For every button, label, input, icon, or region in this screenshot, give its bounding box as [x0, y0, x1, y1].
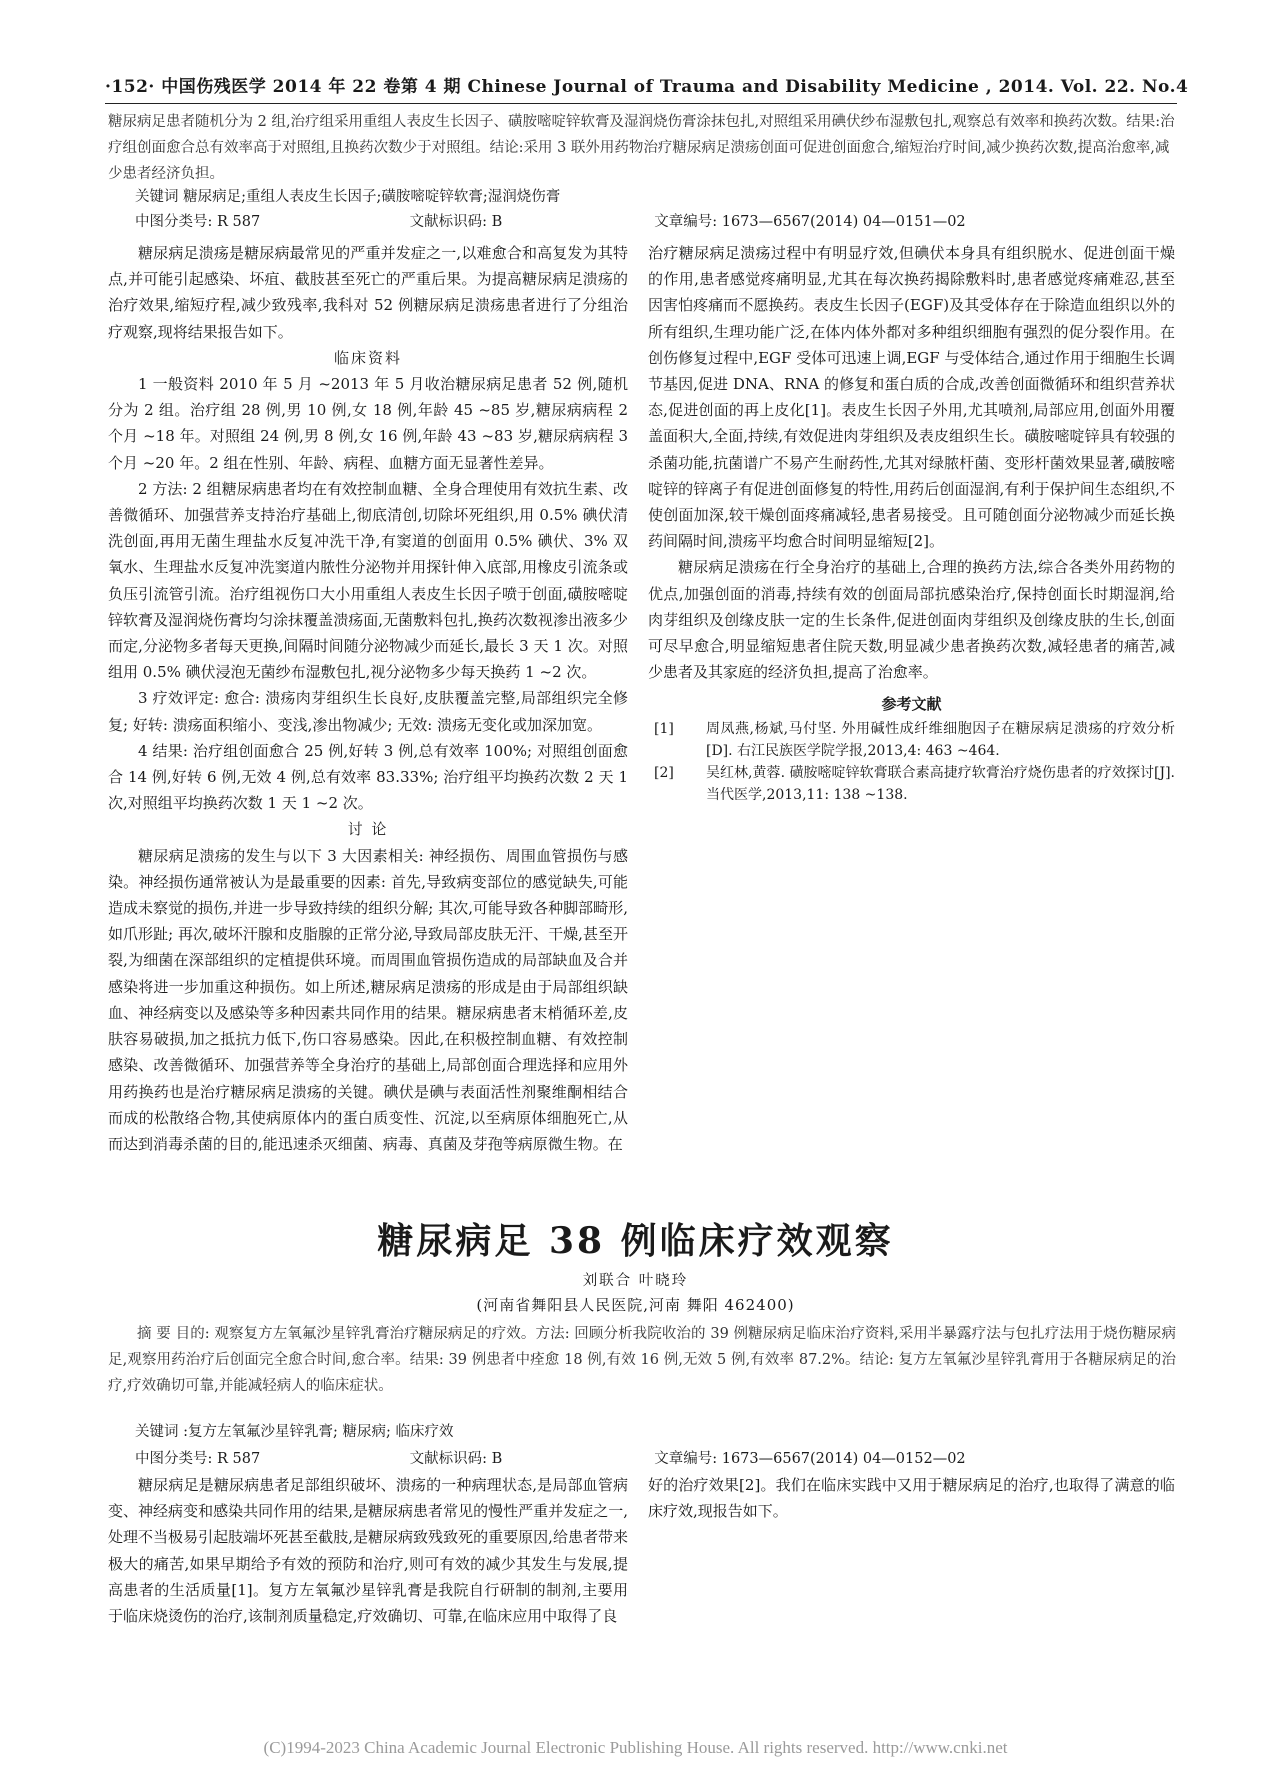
article2-title: 糖尿病足 38 例临床疗效观察: [377, 1220, 894, 1262]
intro-paragraph: 糖尿病足溃疡是糖尿病最常见的严重并发症之一,以难愈合和高复发为其特点,并可能引起感染、坏疽、截肢甚至死亡的严重后果。为提高糖尿病足溃疡的治疗效果,缩短疗程,减少致残率,我科对 52 例糖尿病足溃疡患者进行了分组治疗观察,现将结果报告如下。: [108, 244, 628, 341]
discussion-paragraph-1: 糖尿病足溃疡的发生与以下 3 大因素相关: 神经损伤、周围血管损伤与感染。神经损伤通常被认为是最重要的因素: 首先,导致病变部位的感觉缺失,可能造成未察觉的损伤,并进一步导致持续的组织分解; 其次,可能导致各种脚部畸形,如爪形趾; 再次,破坏汗腺和皮脂腺的正常分泌,导致局部皮肤无汗、干燥,甚至开裂,为细菌在深部组织的定植提供环境。而周围血管损伤造成的局部缺血及合并感染将进一步加重这种损伤。如上所述,糖尿病足溃疡的形成是由于局部组织缺血、神经病变以及感染等多种因素共同作用的结果。糖尿病患者末梢循环差,皮肤容易破损,加之抵抗力低下,伤口容易感染。因此,在积极控制血糖、有效控制感染、改善微循环、加强营养等全身治疗的基础上,局部创面合理选择和应用外用药换药也是治疗糖尿病足溃疡的关键。碘伏是碘与表面活性剂聚维酮相结合而成的松散络合物,其使病原体内的蛋白质变性、沉淀,以至病原体细胞死亡,从而达到消毒杀菌的目的,能迅速杀灭细菌、病毒、真菌及芽孢等病原微生物。在: [108, 846, 628, 1153]
article2-keywords: 关键词 :复方左氧氟沙星锌乳膏; 糖尿病; 临床疗效: [135, 1424, 454, 1440]
discussion-paragraph-2: 糖尿病足溃疡在行全身治疗的基础上,合理的换药方法,综合各类外用药物的优点,加强创面的消毒,持续有效的创面局部抗感染治疗,保持创面长时期湿润,给肉芽组织及创缘皮肤一定的生长条件,促进创面肉芽组织及创缘皮肤的生长,创面可尽早愈合,明显缩短患者住院天数,明显减少患者换药次数,减轻患者的痛苦,减少患者及其家庭的经济负担,提高了治愈率。: [648, 558, 1175, 682]
reference-number: [1]: [654, 720, 674, 737]
paragraph-methods: 2 方法: 2 组糖尿病患者均在有效控制血糖、全身合理使用有效抗生素、改善微循环、加强营养支持治疗基础上,彻底清创,切除坏死组织,用 0.5% 碘伏清洗创面,再用无菌生理盐水反复冲洗干净,有窦道的创面用 0.5% 碘伏、3% 双氧水、生理盐水反复冲洗窦道内脓性分泌物并用探针伸入底部,用橡皮引流条或负压引流管引流。治疗组视伤口大小用重组人表皮生长因子喷于创面,磺胺嘧啶锌软膏及湿润烧伤膏均匀涂抹覆盖溃疡面,无菌敷料包扎,换药次数视渗出液多少而定,分泌物多者每天更换,间隔时间随分泌物减少而延长,最长 3 天 1 次。对照组用 0.5% 碘伏浸泡无菌纱布湿敷包扎,视分泌物多少每天换药 1 ~2 次。: [108, 479, 628, 682]
clc-number: 中图分类号: R 587: [135, 1451, 261, 1467]
article-number: 文章编号: 1673—6567(2014) 04—0151—02: [654, 214, 966, 230]
section-heading-clinical: 临床资料: [333, 348, 402, 367]
article2-classification: [135, 1447, 1175, 1468]
classification-line: [135, 210, 1175, 234]
article2-affiliation: (河南省舞阳县人民医院,河南 舞阳 462400): [476, 1296, 795, 1314]
reference-item: [648, 718, 1175, 762]
references-title: 参考文献: [881, 695, 942, 714]
article1-left-column: [108, 240, 628, 1157]
clc-number: 中图分类号: R 587: [135, 214, 261, 230]
paragraph-general-data: 1 一般资料 2010 年 5 月 ~2013 年 5 月收治糖尿病足患者 52 例,随机分为 2 组。治疗组 28 例,男 10 例,女 18 例,年龄 45 ~85 岁,糖尿病病程 2 个月 ~18 年。对照组 24 例,男 8 例,女 16 例,年龄 43 ~83 岁,糖尿病病程 3 个月 ~20 年。2 组在性别、年龄、病程、血糖方面无显著性差异。: [108, 375, 628, 472]
reference-item: [648, 762, 1175, 806]
paragraph-results: 4 结果: 治疗组创面愈合 25 例,好转 3 例,总有效率 100%; 对照组创面愈合 14 例,好转 6 例,无效 4 例,总有效率 83.33%; 治疗组平均换药次数 2 天 1 次,对照组平均换药次数 1 天 1 ~2 次。: [108, 741, 628, 813]
article2-right-column: [648, 1472, 1175, 1524]
article2-abstract: 摘 要 目的: 观察复方左氧氟沙星锌乳膏治疗糖尿病足的疗效。方法: 回顾分析我院收治的 39 例糖尿病足临床治疗资料,采用半暴露疗法与包扎疗法用于烧伤糖尿病足,观察用药治疗后创面完全愈合时间,愈合率。结果: 39 例患者中痊愈 18 例,有效 16 例,无效 5 例,有效率 87.2%。结论: 复方左氧氟沙星锌乳膏用于各糖尿病足的治疗,疗效确切可靠,并能减轻病人的临床症状。: [108, 1326, 1176, 1394]
article2-authors: 刘联合 叶晓玲: [582, 1273, 689, 1289]
reference-number: [2]: [654, 764, 674, 781]
document-code: 文献标识码: B: [409, 1451, 503, 1467]
article-number: 文章编号: 1673—6567(2014) 04—0152—02: [654, 1451, 966, 1467]
paragraph-criteria: 3 疗效评定: 愈合: 溃疡肉芽组织生长良好,皮肤覆盖完整,局部组织完全修复; 好转: 溃疡面积缩小、变浅,渗出物减少; 无效: 溃疡无变化或加深加宽。: [108, 689, 628, 734]
section-heading-discussion: 讨 论: [347, 820, 389, 839]
keywords-line: 关键词 糖尿病足;重组人表皮生长因子;磺胺嘧啶锌软膏;湿润烧伤膏: [135, 189, 561, 205]
reference-text: 吴红林,黄蓉. 磺胺嘧啶锌软膏联合素高捷疗软膏治疗烧伤患者的疗效探讨[J]. 当代医学,2013,11: 138 ~138.: [706, 764, 1175, 803]
reference-text: 周凤燕,杨斌,马付坚. 外用碱性成纤维细胞因子在糖尿病足溃疡的疗效分析[D]. 右江民族医学院学报,2013,4: 463 ~464.: [706, 720, 1175, 759]
document-code: 文献标识码: B: [409, 214, 503, 230]
abstract-continuation: 糖尿病足患者随机分为 2 组,治疗组采用重组人表皮生长因子、磺胺嘧啶锌软膏及湿润烧伤膏涂抹包扎,对照组采用碘伏纱布湿敷包扎,观察总有效率和换药次数。结果:治疗组创面愈合总有效率高于对照组,且换药次数少于对照组。结论:采用 3 联外用药物治疗糖尿病足溃疡创面可促进创面愈合,缩短治疗时间,减少换药次数,提高治愈率,减少患者经济负担。: [108, 114, 1175, 182]
article2-body-paragraph: 糖尿病足是糖尿病患者足部组织破坏、溃疡的一种病理状态,是局部血管病变、神经病变和感染共同作用的结果,是糖尿病患者常见的慢性严重并发症之一,处理不当极易引起肢端坏死甚至截肢,是糖尿病致残致死的重要原因,给患者带来极大的痛苦,如果早期给予有效的预防和治疗,则可有效的减少其发生与发展,提高患者的生活质量[1]。复方左氧氟沙星锌乳膏是我院自行研制的制剂,主要用于临床烧烫伤的治疗,该制剂质量稳定,疗效确切、可靠,在临床应用中取得了良: [108, 1476, 628, 1626]
discussion-paragraph-1-cont: 治疗糖尿病足溃疡过程中有明显疗效,但碘伏本身具有组织脱水、促进创面干燥的作用,患者感觉疼痛明显,尤其在每次换药揭除敷料时,患者感觉疼痛难忍,甚至因害怕疼痛而不愿换药。表皮生长因子(EGF)及其受体存在于除造血组织以外的所有组织,生理功能广泛,在体内体外都对多种组织细胞有强烈的促分裂作用。在创伤修复过程中,EGF 受体可迅速上调,EGF 与受体结合,通过作用于细胞生长调节基因,促进 DNA、RNA 的修复和蛋白质的合成,改善创面微循环和组织营养状态,促进创面的再上皮化[1]。表皮生长因子外用,尤其喷剂,局部应用,创面外用覆盖面积大,全面,持续,有效促进肉芽组织及表皮组织生长。磺胺嘧啶锌具有较强的杀菌功能,抗菌谱广不易产生耐药性,尤其对绿脓杆菌、变形杆菌效果显著,磺胺嘧啶锌的锌离子有促进创面修复的特性,用药后创面湿润,有利于保护间生态组织,不使创面加深,较干燥创面疼痛减轻,患者易接受。且可随创面分泌物减少而延长换药间隔时间,溃疡平均愈合时间明显缩短[2]。: [648, 244, 1175, 551]
article2-body-paragraph-cont: 好的治疗效果[2]。我们在临床实践中又用于糖尿病足的治疗,也取得了满意的临床疗效,现报告如下。: [648, 1476, 1175, 1521]
article1-right-column: [648, 240, 1175, 806]
copyright-footer: (C)1994-2023 China Academic Journal Electronic Publishing House. All rights reserved. http://www.cnki.net: [263, 1738, 1008, 1757]
article2-left-column: [108, 1472, 628, 1629]
running-header: ·152· 中国伤残医学 2014 年 22 卷第 4 期 Chinese Journal of Trauma and Disability Medicine , 2014. Vol. 22. No.4: [105, 72, 1177, 104]
